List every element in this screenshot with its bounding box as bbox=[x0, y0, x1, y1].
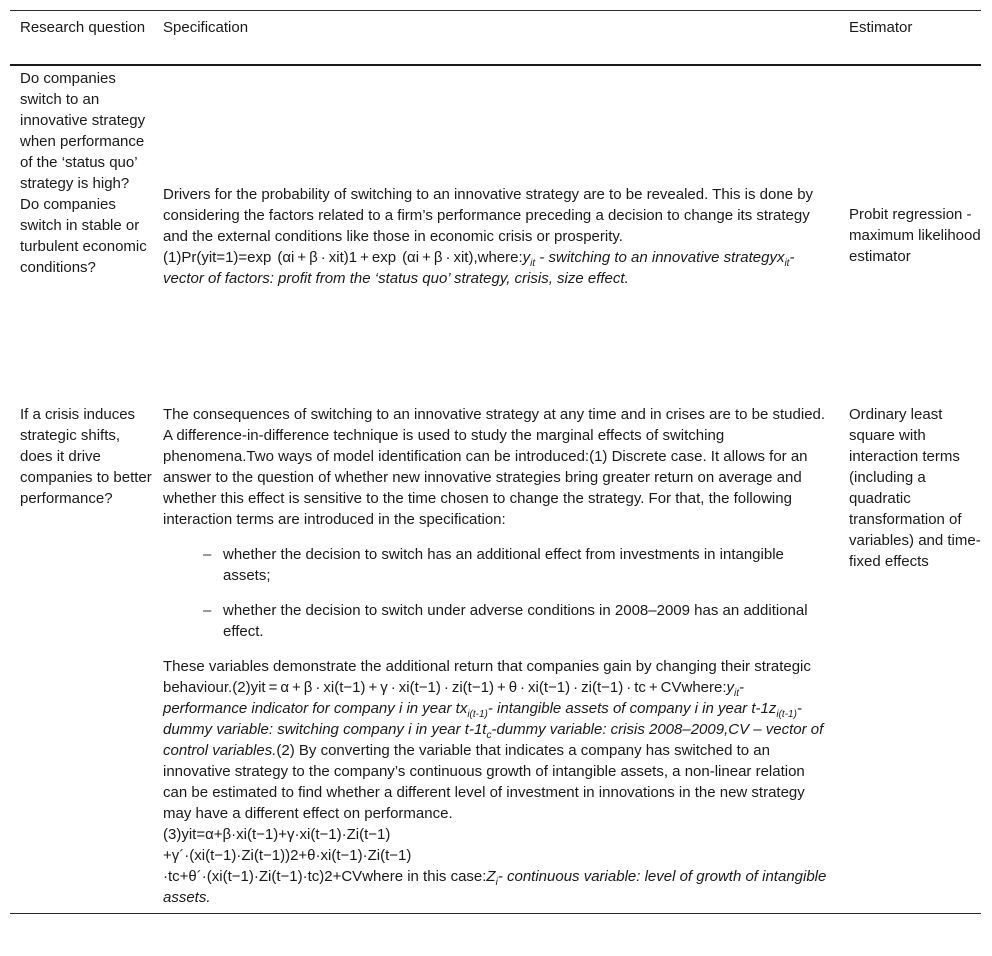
estimator-cell bbox=[840, 404, 981, 908]
specification-intro: The consequences of switching to an innovative strategy at any time and in crises are to be studied. A difference-in-difference technique is used to study the marginal effects of switching phenomena.Two ways of model identification can be introduced:(1) Discrete case. It allows for an answer to the question of whether new innovative strategies bring greater return on average and whether this effect is sensitive to the time chosen to change the strategy. For that, the following interaction terms are introduced in the specification: bbox=[163, 406, 826, 528]
interaction-terms-list bbox=[163, 544, 828, 642]
specification-text: These variables demonstrate the additional return that companies gain by changing their strategic behaviour.(2)yit = α + β · xi(t−1) + γ · xi(t−1) · zi(t−1) + θ · xi(t−1) · zi(t−1) · tc + $CVwhere:y_{it}-$ performance indicator for company i in year $tx_{i(t-1)}-$ intangible assets of company i in year $t-1z_{i(t-1)}$-dummy variable: switching company i in year $t-1t_c$-dummy variable: crisis 2008–2009,CV – vector of control variables.(2) By converting the variable that indicates a company has switched to an innovative strategy to the company’s continuous growth of intangible assets, a non-linear relation can be estimated to find whether a different level of investment in innovations in the new strategy may have a different effect on performance. (3)yit=α+β·xi(t−1)+γ·xi(t−1)·Zi(t−1) +γ´·(xi(t−1)·Zi(t−1))2+θ·xi(t−1)·Zi(t−1) ·tc+θ´·(xi(t−1)·Zi(t−1)·tc)2+CVwhere in this $case:Z_i-$ continuous variable: level of growth of intangible assets. bbox=[163, 658, 827, 906]
list-item: – whether the decision to switch has an additional effect from investments in intangible assets; bbox=[203, 544, 828, 586]
estimator-cell bbox=[840, 66, 981, 404]
research-table bbox=[10, 10, 981, 914]
list-item: – whether the decision to switch under adverse conditions in 2008–2009 has an additional effect. bbox=[203, 600, 828, 642]
research-question-text: Do companies switch in stable or turbulent economic conditions? bbox=[20, 196, 147, 276]
equation-1: (1)Pr(yit=1)=exp (αi + β · xit)1 + exp (αi + β · xit),where: bbox=[163, 248, 523, 266]
estimator-text: Probit regression - maximum likelihood estimator bbox=[849, 205, 981, 265]
header-specification: Specification bbox=[163, 19, 249, 36]
equation-2: (2)yit = α + β · xi(t−1) + γ · xi(t−1) · zi(t−1) + θ · xi(t−1) · zi(t−1) · tc + CVwhere: bbox=[232, 679, 727, 696]
specification-text: Drivers for the probability of switching to an innovative strategy are to be revealed. This is done by considering the factors related to a firm’s performance preceding a decision to change its strategy and the external conditions like those in economic crisis or prosperity. (1)Pr(yit=1)=exp $(\alpha i + \beta \cdot xit)1 + \exp (\alpha i + \beta \cdot xit),where:y_{it}$ - switching to an innovative strategyx$_{it}$-vector of factors: profit from the ‘status quo’ strategy, crisis, size effect. bbox=[163, 185, 814, 287]
research-question-text: Do companies switch to an innovative strategy when performance of the ‘status quo’ strategy is high? bbox=[20, 70, 146, 192]
header-research-question: Research question bbox=[20, 19, 146, 36]
specification-cell bbox=[153, 66, 840, 404]
estimator-text: Ordinary least square with interaction terms (including a quadratic transformation of variables) and time-fixed effects bbox=[849, 406, 981, 570]
research-question-text: If a crisis induces strategic shifts, does it drive companies to better performance? bbox=[20, 406, 152, 507]
header-estimator: Estimator bbox=[849, 19, 913, 36]
research-question-cell bbox=[10, 404, 153, 908]
research-question-cell bbox=[10, 66, 153, 404]
specification-cell bbox=[153, 404, 840, 908]
table-header-row bbox=[10, 11, 981, 66]
table-row bbox=[10, 66, 981, 404]
equation-3: (3)yit=α+β·xi(t−1)+γ·xi(t−1)·Zi(t−1) bbox=[163, 826, 391, 843]
table-row bbox=[10, 404, 981, 913]
